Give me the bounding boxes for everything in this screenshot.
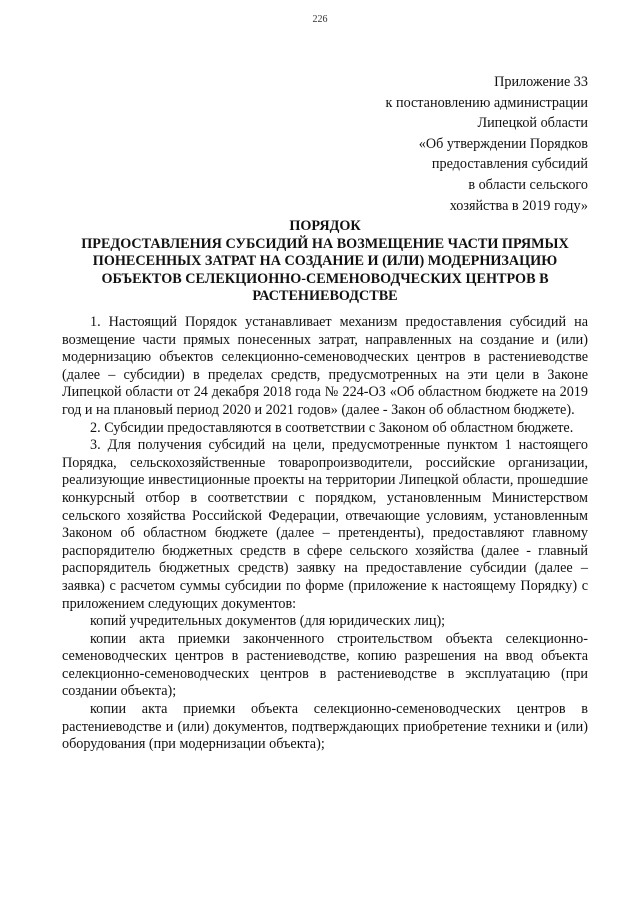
list-item-constituent-docs: копий учредительных документов (для юридических лиц); [90,613,446,630]
paragraph-2: 2. Субсидии предоставляются в соответствии с Законом об областном бюджете. [90,419,574,436]
paragraph-1: 1. Настоящий Порядок устанавливает механизм предоставления субсидий на возмещение части прямых понесенных затрат, направленных на создание и (или) модернизацию объектов селекционно-семеноводческих центров в растениеводстве (далее – субсидии) в пределах средств, предусмотренных на эти цели в Законе Липецкой области от 24 декабря 2018 года № 224-ОЗ «Об областном бюджете на 2019 год и на плановый период 2020 и 2021 годов» (далее - Закон об областном бюджете). [62,314,588,418]
document-title [60,218,590,306]
appendix-header [288,72,588,216]
appendix-line: к постановлению администрации [385,94,588,111]
appendix-line: предоставления субсидий [431,156,588,173]
title-line: ПРЕДОСТАВЛЕНИЯ СУБСИДИЙ НА ВОЗМЕЩЕНИЕ ЧАСТИ ПРЯМЫХ [81,235,569,252]
appendix-line: в области сельского [468,176,588,193]
list-item-acceptance-act-modernization: копии акта приемки объекта селекционно-семеноводческих центров в растениеводстве и (или) документов, подтверждающих приобретение техники и (или) оборудования (при модернизации объекта); [62,701,588,753]
page-number: 226 [312,14,328,25]
title-line: РАСТЕНИЕВОДСТВЕ [252,288,398,305]
paragraph-3: 3. Для получения субсидий на цели, предусмотренные пунктом 1 настоящего Порядка, сельскохозяйственные товаропроизводители, российские организации, реализующие инвестиционные проекты на территории Липецкой области, прошедшие конкурсный отбор в соответствии с порядком, установленным Министерством сельского хозяйства Российской Федерации, отвечающие условиям, установленным Законом об областном бюджете (далее – претенденты), предоставляют главному распорядителю бюджетных средств в сфере сельского хозяйства (далее - главный распорядитель бюджетных средств) заявку на предоставление субсидии (далее – заявка) с расчетом суммы субсидии по форме (приложение к настоящему Порядку) с приложением следующих документов: [62,437,588,612]
appendix-line: «Об утверждении Порядков [418,135,588,152]
appendix-line: хозяйства в 2019 году» [449,197,588,214]
appendix-line: Приложение 33 [494,74,588,90]
list-item-acceptance-act-creation: копии акта приемки законченного строительством объекта селекционно-семеноводческих центров в растениеводстве, копию разрешения на ввод объекта селекционно-семеноводческих центров в растениеводстве в эксплуатацию (при создании объекта); [62,630,588,700]
appendix-line: Липецкой области [477,115,588,132]
document-body [62,314,588,754]
title-line: ОБЪЕКТОВ СЕЛЕКЦИОННО-СЕМЕНОВОДЧЕСКИХ ЦЕНТРОВ В [101,270,549,287]
title-line: ПОНЕСЕННЫХ ЗАТРАТ НА СОЗДАНИЕ И (ИЛИ) МОДЕРНИЗАЦИЮ [92,253,558,270]
title-line: ПОРЯДОК [289,218,361,234]
